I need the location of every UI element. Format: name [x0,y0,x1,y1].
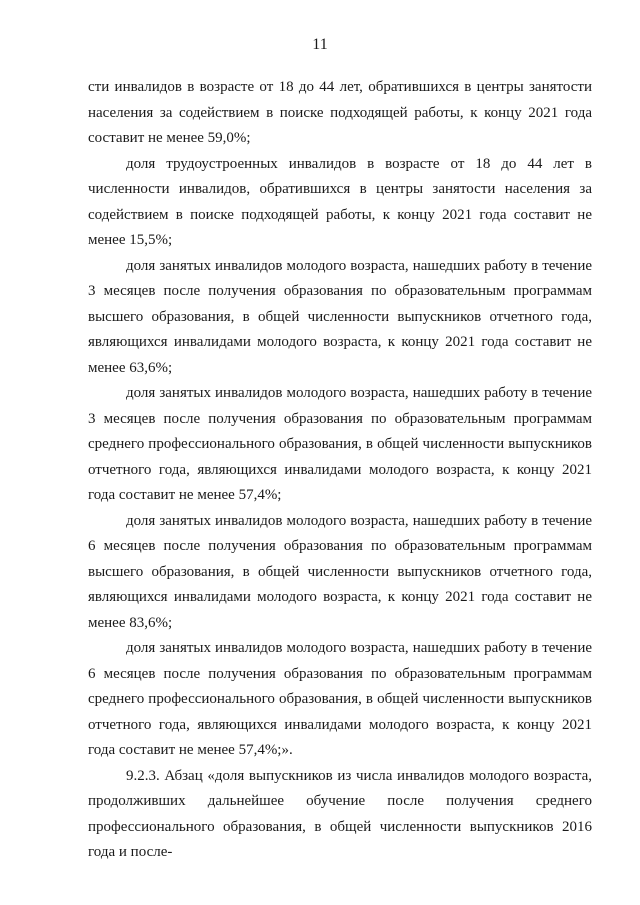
paragraph-1: сти инвалидов в возрасте от 18 до 44 лет, обратившихся в центры занятости населения за содействием в поиске подходящей работы, к концу 2021 года составит не менее 59,0%; [88,79,592,146]
paragraph-5: доля занятых инвалидов молодого возраста, нашедших работу в течение 6 месяцев после получения образования по образовательным программам высшего образования, в общей численности выпускников отчетного года, являющихся инвалидами молодого возраста, к концу 2021 года составит не менее 83,6%; [88,512,592,631]
document-body [88,75,592,866]
paragraph-4: доля занятых инвалидов молодого возраста, нашедших работу в течение 3 месяцев после получения образования по образовательным программам среднего профессионального образования, в общей численности выпускников отчетного года, являющихся инвалидами молодого возраста, к концу 2021 года составит не менее 57,4%; [88,385,592,503]
paragraph-3: доля занятых инвалидов молодого возраста, нашедших работу в течение 3 месяцев после получения образования по образовательным программам высшего образования, в общей численности выпускников отчетного года, являющихся инвалидами молодого возраста, к концу 2021 года составит не менее 63,6%; [88,257,592,376]
page-number: 11 [312,36,328,53]
paragraph-2: доля трудоустроенных инвалидов в возрасте от 18 до 44 лет в численности инвалидов, обратившихся в центры занятости населения за содействием в поиске подходящей работы, к концу 2021 года составит не менее 15,5%; [88,155,592,248]
paragraph-7: 9.2.3. Абзац «доля выпускников из числа инвалидов молодого возраста, продолживших дальнейшее обучение после получения среднего профессионального образования, в общей численности выпускников 2016 года и после- [88,767,592,860]
paragraph-6: доля занятых инвалидов молодого возраста, нашедших работу в течение 6 месяцев после получения образования по образовательным программам среднего профессионального образования, в общей численности выпускников отчетного года, являющихся инвалидами молодого возраста, к концу 2021 года составит не менее 57,4%;». [88,640,592,758]
